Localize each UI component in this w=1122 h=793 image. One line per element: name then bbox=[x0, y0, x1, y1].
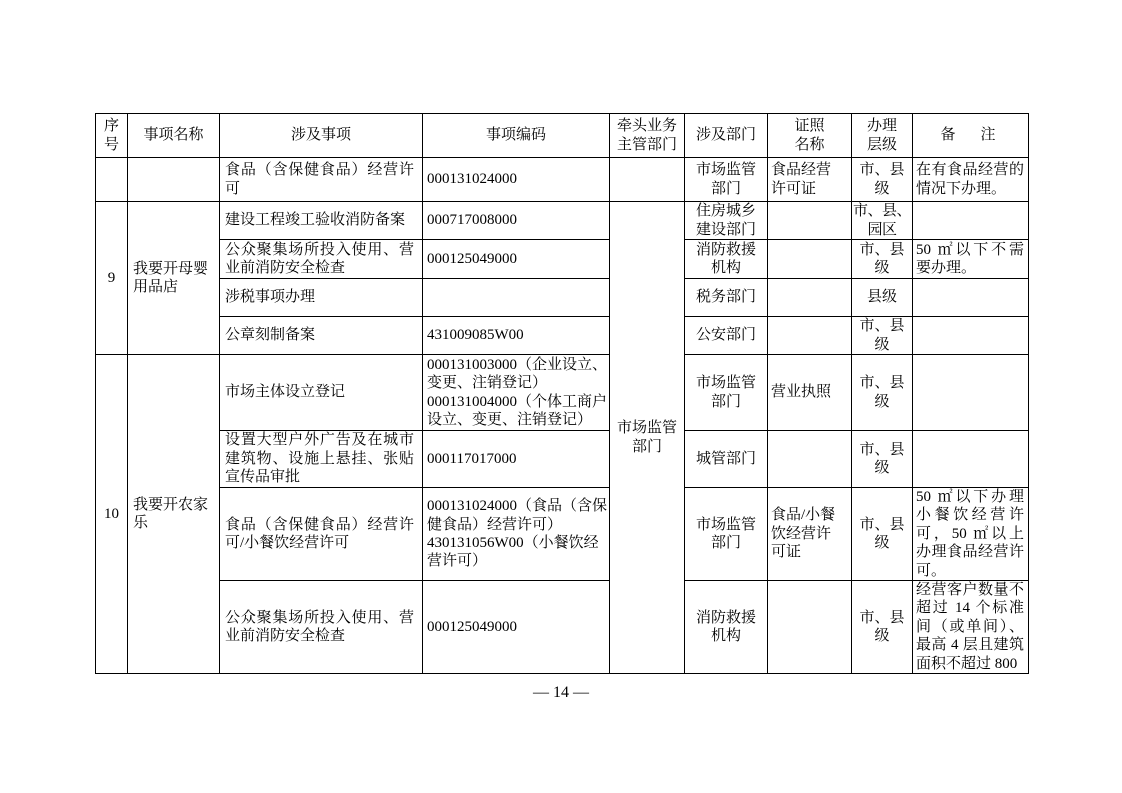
header-involved-item: 涉及事项 bbox=[220, 114, 423, 158]
involved-department-cell: 市场监管部门 bbox=[685, 158, 768, 202]
item-code-cell bbox=[423, 355, 610, 431]
item-code-cell bbox=[423, 240, 610, 279]
item-code: 000117017000 bbox=[427, 450, 517, 467]
table-row bbox=[96, 158, 1029, 202]
item-code-cell bbox=[423, 581, 610, 674]
license-name-cell bbox=[768, 240, 852, 279]
remark-cell bbox=[913, 317, 1029, 355]
item-code: 000125049000 bbox=[427, 618, 517, 635]
header-seq: 序号 bbox=[96, 114, 128, 158]
header-matter-name: 事项名称 bbox=[128, 114, 220, 158]
item-code: 000125049000 bbox=[427, 250, 517, 267]
handling-level-cell: 市、县级 bbox=[852, 488, 913, 581]
item-code-cell bbox=[423, 317, 610, 355]
involved-item-cell: 建设工程竣工验收消防备案 bbox=[220, 202, 423, 240]
handling-level-cell: 市、县级 bbox=[852, 240, 913, 279]
involved-item-cell: 设置大型户外广告及在城市建筑物、设施上悬挂、张贴宣传品审批 bbox=[220, 431, 423, 488]
item-code: 431009085W00 bbox=[427, 327, 524, 344]
remark-cell bbox=[913, 279, 1029, 317]
involved-item-cell: 公众聚集场所投入使用、营业前消防安全检查 bbox=[220, 240, 423, 279]
involved-department-cell: 公安部门 bbox=[685, 317, 768, 355]
item-code-cell bbox=[423, 279, 610, 317]
involved-department-cell: 市场监管部门 bbox=[685, 355, 768, 431]
matter-name-cell: 我要开母婴用品店 bbox=[128, 202, 220, 355]
license-name-cell bbox=[768, 317, 852, 355]
involved-department-cell: 税务部门 bbox=[685, 279, 768, 317]
table-row bbox=[96, 279, 1029, 317]
license-name-cell bbox=[768, 431, 852, 488]
involved-item-cell: 涉税事项办理 bbox=[220, 279, 423, 317]
handling-level-cell: 县级 bbox=[852, 279, 913, 317]
involved-department-cell: 城管部门 bbox=[685, 431, 768, 488]
page-number: — 14 — bbox=[533, 684, 589, 701]
item-code-cell bbox=[423, 202, 610, 240]
license-name-cell: 食品经营许可证 bbox=[768, 158, 852, 202]
item-code-cell bbox=[423, 158, 610, 202]
item-code: 000131024000（食品（含保健食品）经营许可） bbox=[427, 498, 608, 533]
table-row bbox=[96, 317, 1029, 355]
header-remark: 备 注 bbox=[913, 114, 1029, 158]
matter-name-cell: 我要开农家乐 bbox=[128, 355, 220, 674]
remark-cell bbox=[913, 202, 1029, 240]
header-handling-level: 办理层级 bbox=[852, 114, 913, 158]
remark-cell: 50 ㎡以下不需要办理。 bbox=[913, 240, 1029, 279]
table-row bbox=[96, 581, 1029, 674]
handling-level-cell: 市、县级 bbox=[852, 355, 913, 431]
involved-item-cell: 市场主体设立登记 bbox=[220, 355, 423, 431]
handling-level-cell: 市、县级 bbox=[852, 581, 913, 674]
involved-item-cell: 食品（含保健食品）经营许可 bbox=[220, 158, 423, 202]
table-row bbox=[96, 355, 1029, 431]
involved-department-cell: 住房城乡建设部门 bbox=[685, 202, 768, 240]
table-row bbox=[96, 431, 1029, 488]
handling-level-cell: 市、县、园区 bbox=[852, 203, 911, 238]
involved-item-cell: 公众聚集场所投入使用、营业前消防安全检查 bbox=[220, 581, 423, 674]
item-code: 000131003000（企业设立、变更、注销登记） bbox=[427, 356, 608, 392]
remark-cell: 50 ㎡以下办理小餐饮经营许可，50 ㎡以上办理食品经营许可。 bbox=[913, 488, 1029, 581]
service-items-table bbox=[95, 113, 1029, 674]
license-name-cell bbox=[768, 581, 852, 674]
header-license-name: 证照名称 bbox=[768, 114, 852, 158]
item-code: 000131024000 bbox=[427, 171, 517, 188]
involved-item-cell: 公章刻制备案 bbox=[220, 317, 423, 355]
involved-department-cell: 消防救援机构 bbox=[685, 581, 768, 674]
matter-name-cell bbox=[128, 158, 220, 202]
license-name-cell bbox=[768, 202, 852, 240]
header-item-code: 事项编码 bbox=[423, 114, 610, 158]
involved-department-cell: 市场监管部门 bbox=[685, 488, 768, 581]
table-row bbox=[96, 488, 1029, 581]
license-name-cell: 食品/小餐饮经营许可证 bbox=[768, 488, 852, 581]
remark-cell bbox=[913, 431, 1029, 488]
involved-department-cell: 消防救援机构 bbox=[685, 240, 768, 279]
header-lead-department: 牵头业务主管部门 bbox=[610, 114, 685, 158]
item-code-cell bbox=[423, 488, 610, 581]
header-involved-department: 涉及部门 bbox=[685, 114, 768, 158]
license-name-cell: 营业执照 bbox=[768, 355, 852, 431]
handling-level-cell: 市、县级 bbox=[852, 158, 913, 202]
remark-cell: 经营客户数量不超过 14 个标准间（或单间）、最高 4 层且建筑面积不超过 800 bbox=[913, 581, 1029, 674]
table-row bbox=[96, 202, 1029, 240]
involved-item-cell: 食品（含保健食品）经营许可/小餐饮经营许可 bbox=[220, 488, 423, 581]
table-row bbox=[96, 240, 1029, 279]
seq-cell: 10 bbox=[96, 355, 128, 674]
item-code: 430131056W00（小餐饮经营许可） bbox=[427, 535, 599, 570]
table-header-row bbox=[96, 114, 1029, 158]
handling-level-cell: 市、县级 bbox=[852, 431, 913, 488]
seq-cell bbox=[96, 158, 128, 202]
remark-cell bbox=[913, 355, 1029, 431]
remark-cell: 在有食品经营的情况下办理。 bbox=[913, 158, 1029, 202]
lead-department-cell: 市场监管部门 bbox=[610, 202, 685, 674]
item-code: 000717008000 bbox=[427, 212, 517, 229]
seq-cell: 9 bbox=[96, 202, 128, 355]
item-code-cell bbox=[423, 431, 610, 488]
license-name-cell bbox=[768, 279, 852, 317]
item-code: 000131004000（个体工商户设立、变更、注销登记） bbox=[427, 393, 608, 428]
lead-department-cell bbox=[610, 158, 685, 202]
handling-level-cell: 市、县级 bbox=[852, 317, 913, 355]
